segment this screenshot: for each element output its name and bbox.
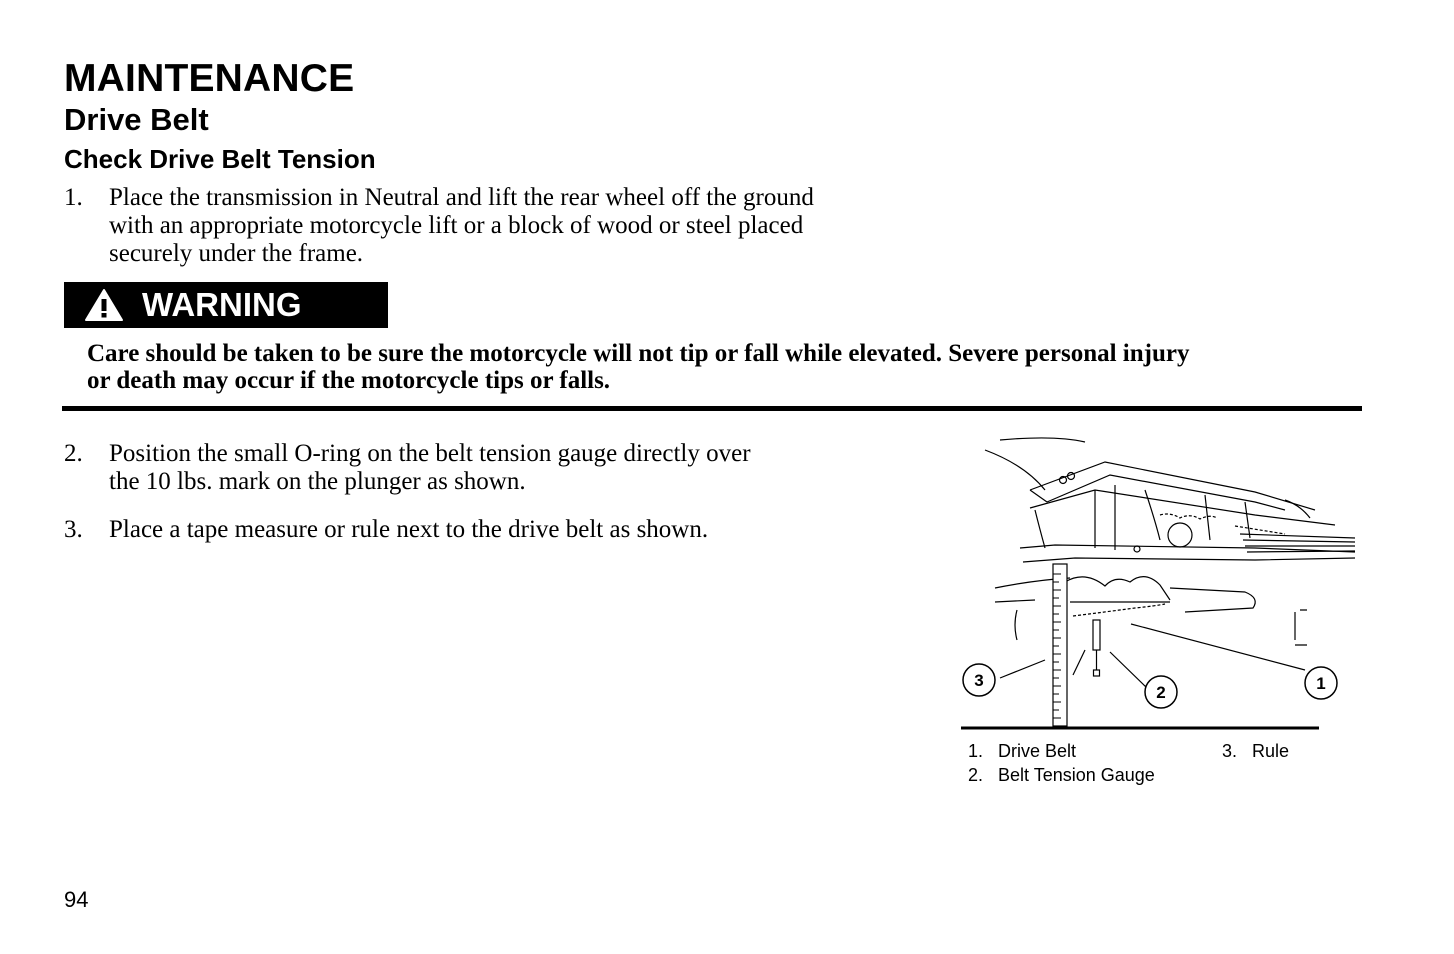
divider [62, 406, 1362, 411]
step-text-line: Place the transmission in Neutral and lift the rear wheel off the ground [109, 184, 814, 211]
callout-1 [1305, 667, 1337, 699]
subsection-title: Check Drive Belt Tension [64, 144, 376, 174]
callout-2 [1145, 676, 1177, 708]
step-text-line: the 10 lbs. mark on the plunger as shown. [109, 468, 526, 495]
warning-banner [64, 282, 388, 328]
step-text-line: Place a tape measure or rule next to the drive belt as shown. [109, 516, 709, 543]
step-text-line: with an appropriate motorcycle lift or a block of wood or steel placed [109, 212, 804, 239]
warning-label: WARNING [142, 286, 302, 323]
warning-message [87, 340, 1189, 394]
belt-tension-illustration [955, 430, 1375, 740]
svg-text:2: 2 [1156, 683, 1166, 702]
step-text-line: securely under the frame. [109, 240, 364, 267]
legend-item: 3. Rule [1222, 741, 1290, 761]
svg-text:1: 1 [1316, 674, 1326, 693]
page-number: 94 [64, 887, 89, 912]
warning-text-line: Care should be taken to be sure the motorcycle will not tip or fall while elevated. Severe personal injury [87, 340, 1190, 367]
legend-item: 1. Drive Belt [968, 741, 1077, 761]
svg-text:3: 3 [974, 671, 984, 690]
page-title: Drive Belt [64, 102, 209, 137]
section-heading: MAINTENANCE [64, 57, 355, 100]
step-number: 3. [64, 516, 83, 543]
step-text-line: Position the small O-ring on the belt tension gauge directly over [109, 440, 751, 467]
step-number: 1. [64, 184, 83, 211]
step-number: 2. [64, 440, 83, 467]
callout-3 [963, 664, 995, 696]
warning-text-line: or death may occur if the motorcycle tips or falls. [87, 367, 611, 394]
legend-item: 2. Belt Tension Gauge [968, 765, 1155, 785]
warning-triangle-icon [84, 288, 124, 322]
